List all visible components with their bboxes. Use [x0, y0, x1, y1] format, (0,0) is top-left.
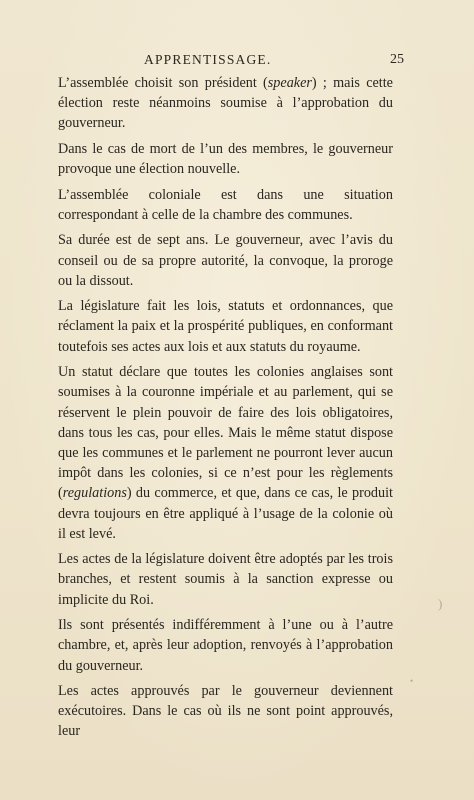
- running-title: APPRENTISSAGE.: [144, 52, 272, 67]
- paper-speck: •: [410, 676, 414, 686]
- paragraph: Les actes de la législature doivent être adoptés par les trois branches, et restent soumis à la sanction expresse ou implicite du Roi.: [58, 551, 393, 608]
- paper-blemish: ): [438, 596, 443, 611]
- paragraph: Dans le cas de mort de l’un des membres, le gouverneur provoque une élection nouvelle.: [58, 140, 393, 178]
- paragraph: Ils sont présentés indifféremment à l’une ou à l’autre chambre, et, après leur adoption, renvoyés à l’approbation du gouverneur.: [58, 617, 393, 674]
- paragraph: La législature fait les lois, statuts et ordonnances, que réclament la paix et la prospérité publiques, en conformant toutefois ses actes aux lois et aux statuts du royaume.: [58, 298, 393, 355]
- paragraph: L’assemblée coloniale est dans une situation correspondant à celle de la chambre des communes.: [58, 186, 393, 223]
- italic-term: regulations: [62, 485, 127, 502]
- page-number: 25: [390, 52, 404, 67]
- paragraph: Un statut déclare que toutes les colonies anglaises sont soumises à la couronne impériale et au parlement, qui se réservent le plein pouvoir de faire des lois obligatoires, dans tous les cas, pour elles. Mais le même statut dispose que les communes et le parlement ne pourront lever aucun impôt dans les colonies, si ce n’est pour les règlements (regulations) du commerce, et que, dans ce cas, le produit devra toujours en être appliqué à l’usage de la colonie où il est levé.: [58, 364, 393, 542]
- paragraph: L’assemblée choisit son président (speaker) ; mais cette élection reste néanmoins soumise à l’approbation du gouverneur.: [58, 75, 393, 132]
- italic-term: speaker: [267, 75, 312, 91]
- body-text: [58, 73, 393, 747]
- paragraph: Sa durée est de sept ans. Le gouverneur, avec l’avis du conseil ou de sa propre autorité, la convoque, la proroge ou la dissout.: [58, 232, 393, 289]
- paragraph: Les actes approuvés par le gouverneur deviennent exécutoires. Dans le cas où ils ne sont point approuvés, leur: [58, 683, 393, 740]
